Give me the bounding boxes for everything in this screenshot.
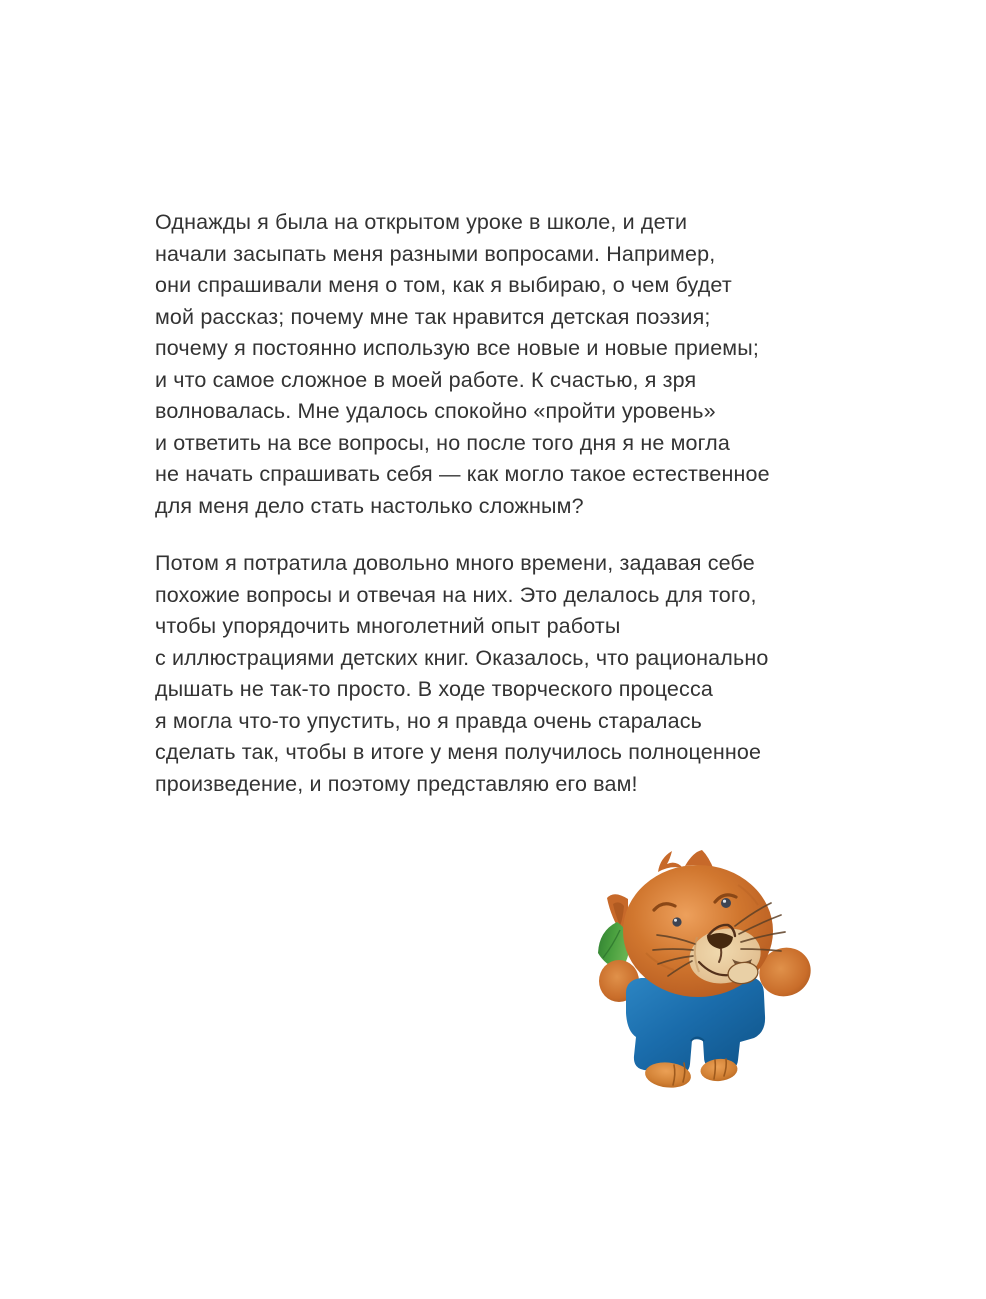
text-line: Потом я потратила довольно много времени, задавая себе bbox=[155, 551, 755, 575]
text-line: чтобы упорядочить многолетний опыт работы bbox=[155, 614, 621, 638]
paragraph-1 bbox=[155, 207, 855, 522]
text-line: Однажды я была на открытом уроке в школе, и дети bbox=[155, 210, 688, 234]
left-eye bbox=[672, 917, 681, 926]
text-line: я могла что-то упустить, но я правда очень старалась bbox=[155, 708, 702, 733]
text-line: сделать так, чтобы в итоге у меня получилось полноценное bbox=[155, 740, 762, 764]
hamster-character-svg bbox=[588, 845, 823, 1095]
text-line: почему я постоянно использую все новые и новые приемы; bbox=[155, 336, 759, 360]
text-line: начали засыпать меня разными вопросами. Например, bbox=[155, 241, 716, 266]
body-text bbox=[155, 207, 855, 826]
text-line: и что самое сложное в моей работе. К счастью, я зря bbox=[155, 367, 697, 392]
text-line: они спрашивали меня о том, как я выбираю, о чем будет bbox=[155, 273, 732, 297]
text-line: и ответить на все вопросы, но после того дня я не могла bbox=[155, 430, 730, 455]
text-line: произведение, и поэтому представляю его вам! bbox=[155, 771, 638, 796]
text-line: дышать не так-то просто. В ходе творческого процесса bbox=[155, 677, 713, 701]
paragraph-2 bbox=[155, 548, 855, 800]
text-line: волновалась. Мне удалось спокойно «пройти уровень» bbox=[155, 399, 716, 423]
text-line: с иллюстрациями детских книг. Оказалось, что рационально bbox=[155, 645, 769, 670]
hamster-character-illustration bbox=[588, 845, 823, 1095]
text-line: для меня дело стать настолько сложным? bbox=[155, 493, 584, 518]
right-eye bbox=[721, 898, 731, 908]
text-line: не начать спрашивать себя — как могло такое естественное bbox=[155, 462, 770, 486]
text-line: похожие вопросы и отвечая на них. Это делалось для того, bbox=[155, 582, 757, 607]
text-line: мой рассказ; почему мне так нравится детская поэзия; bbox=[155, 304, 711, 329]
